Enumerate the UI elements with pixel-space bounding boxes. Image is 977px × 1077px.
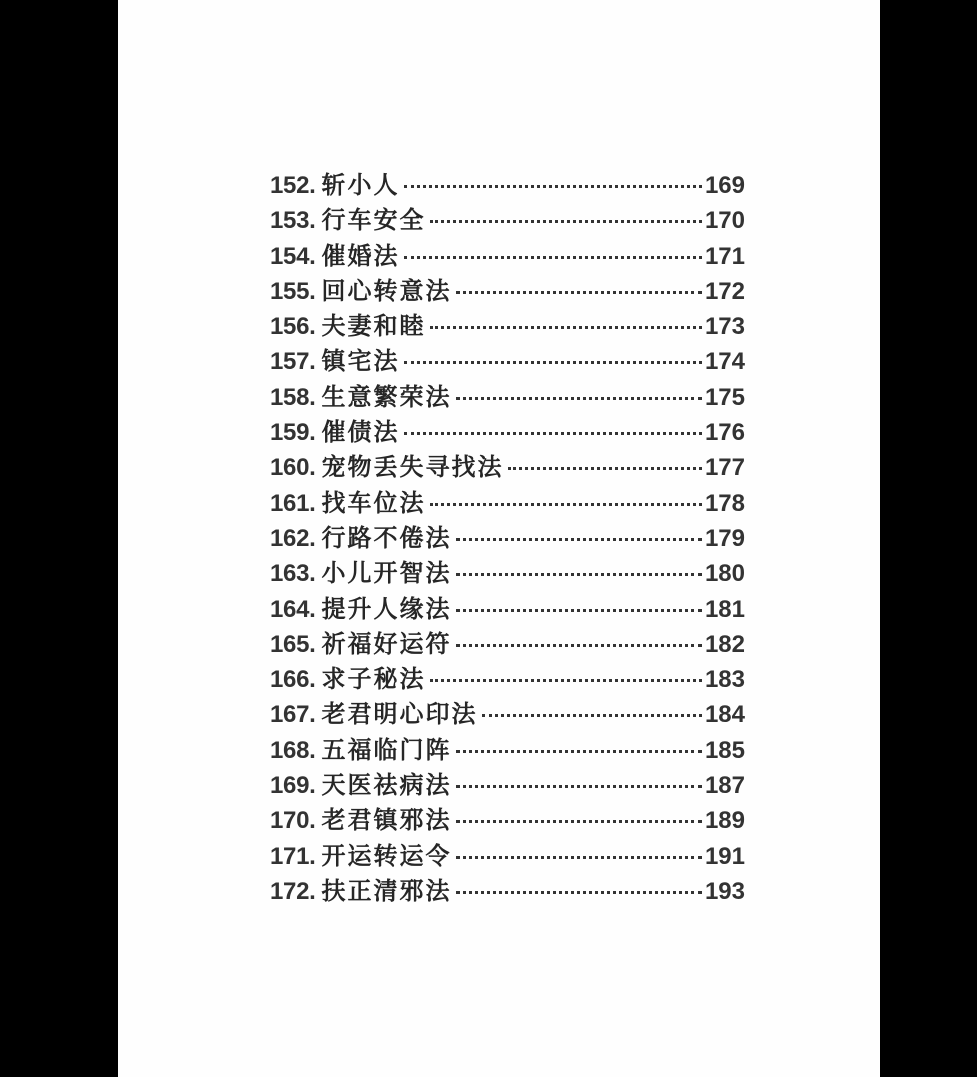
entry-number: 163. (270, 560, 316, 588)
entry-page-number: 180 (704, 560, 745, 588)
dot-leader (508, 467, 702, 470)
entry-number: 160. (270, 454, 316, 482)
toc-entry (270, 592, 745, 627)
entry-page-number: 189 (704, 807, 745, 835)
entry-title: 开运转运令 (321, 841, 452, 870)
entry-title: 天医祛病法 (321, 771, 452, 800)
dot-leader (456, 538, 702, 541)
entry-title: 祈福好运符 (321, 629, 452, 658)
entry-number: 156. (270, 313, 316, 341)
entry-page-number: 187 (704, 772, 745, 800)
entry-number: 153. (270, 207, 316, 235)
toc-entry (270, 662, 745, 697)
entry-number: 169. (270, 772, 316, 800)
dot-leader (430, 503, 702, 506)
entry-number: 168. (270, 736, 316, 764)
entry-number: 155. (270, 277, 316, 305)
dot-leader (430, 220, 702, 223)
entry-title: 提升人缘法 (321, 594, 452, 623)
toc-entry (270, 168, 745, 203)
entry-page-number: 174 (704, 348, 745, 376)
entry-number: 166. (270, 666, 316, 694)
entry-number: 158. (270, 383, 316, 411)
entry-title: 催债法 (321, 418, 400, 447)
toc-entry (270, 415, 745, 450)
entry-number: 162. (270, 524, 316, 552)
entry-page-number: 171 (704, 242, 745, 270)
toc-entry (270, 697, 745, 732)
entry-title: 老君明心印法 (321, 700, 478, 729)
dot-leader (456, 397, 702, 400)
dot-leader (456, 573, 702, 576)
entry-number: 164. (270, 595, 316, 623)
entry-title: 小儿开智法 (321, 559, 452, 588)
entry-number: 165. (270, 630, 316, 658)
dot-leader (404, 185, 702, 188)
entry-number: 172. (270, 877, 316, 905)
entry-title: 五福临门阵 (321, 735, 452, 764)
entry-title: 夫妻和睦 (321, 312, 426, 341)
entry-number: 170. (270, 807, 316, 835)
entry-page-number: 178 (704, 489, 745, 517)
entry-title: 老君镇邪法 (321, 806, 452, 835)
entry-page-number: 193 (704, 877, 745, 905)
entry-page-number: 175 (704, 383, 745, 411)
dot-leader (404, 361, 702, 364)
toc-entry (270, 874, 745, 909)
entry-title: 求子秘法 (321, 665, 426, 694)
dot-leader (456, 291, 702, 294)
toc-entry (270, 627, 745, 662)
toc-entry (270, 380, 745, 415)
entry-title: 镇宅法 (321, 347, 400, 376)
entry-number: 161. (270, 489, 316, 517)
entry-page-number: 170 (704, 207, 745, 235)
entry-page-number: 181 (704, 595, 745, 623)
entry-title: 生意繁荣法 (321, 382, 452, 411)
toc-entry (270, 803, 745, 838)
toc-entry (270, 768, 745, 803)
toc-entry (270, 733, 745, 768)
entry-title: 找车位法 (321, 488, 426, 517)
toc-entry (270, 274, 745, 309)
dot-leader (404, 432, 702, 435)
toc-entry (270, 309, 745, 344)
toc-entry (270, 556, 745, 591)
entry-number: 152. (270, 172, 316, 199)
dot-leader (456, 820, 702, 823)
entry-number: 154. (270, 242, 316, 270)
entry-page-number: 173 (704, 313, 745, 341)
entry-title: 回心转意法 (321, 276, 452, 305)
entry-page-number: 169 (704, 172, 745, 199)
entry-page-number: 172 (704, 277, 745, 305)
dot-leader (456, 609, 702, 612)
toc-entry (270, 486, 745, 521)
entry-page-number: 179 (704, 524, 745, 552)
entry-page-number: 183 (704, 666, 745, 694)
dot-leader (456, 891, 702, 894)
entry-page-number: 191 (704, 842, 745, 870)
entry-title: 扶正清邪法 (321, 876, 452, 905)
dot-leader (430, 679, 702, 682)
entry-title: 行路不倦法 (321, 523, 452, 552)
toc-entry (270, 344, 745, 379)
dot-leader (456, 644, 702, 647)
dot-leader (456, 856, 702, 859)
toc-entry (270, 239, 745, 274)
entry-page-number: 177 (704, 454, 745, 482)
entry-page-number: 176 (704, 419, 745, 447)
entry-page-number: 184 (704, 701, 745, 729)
entry-title: 宠物丢失寻找法 (321, 453, 504, 482)
toc-entry (270, 521, 745, 556)
entry-page-number: 185 (704, 736, 745, 764)
entry-number: 171. (270, 842, 316, 870)
toc-entry (270, 839, 745, 874)
document-page (118, 0, 880, 1077)
dot-leader (456, 785, 702, 788)
dot-leader (456, 750, 702, 753)
entry-number: 159. (270, 419, 316, 447)
entry-number: 167. (270, 701, 316, 729)
dot-leader (482, 714, 702, 717)
dot-leader (430, 326, 702, 329)
toc-entry (270, 450, 745, 485)
entry-number: 157. (270, 348, 316, 376)
entry-title: 斩小人 (321, 171, 400, 199)
table-of-contents (270, 168, 745, 909)
toc-entry (270, 203, 745, 238)
entry-title: 催婚法 (321, 241, 400, 270)
dot-leader (404, 256, 702, 259)
entry-title: 行车安全 (321, 206, 426, 235)
entry-page-number: 182 (704, 630, 745, 658)
